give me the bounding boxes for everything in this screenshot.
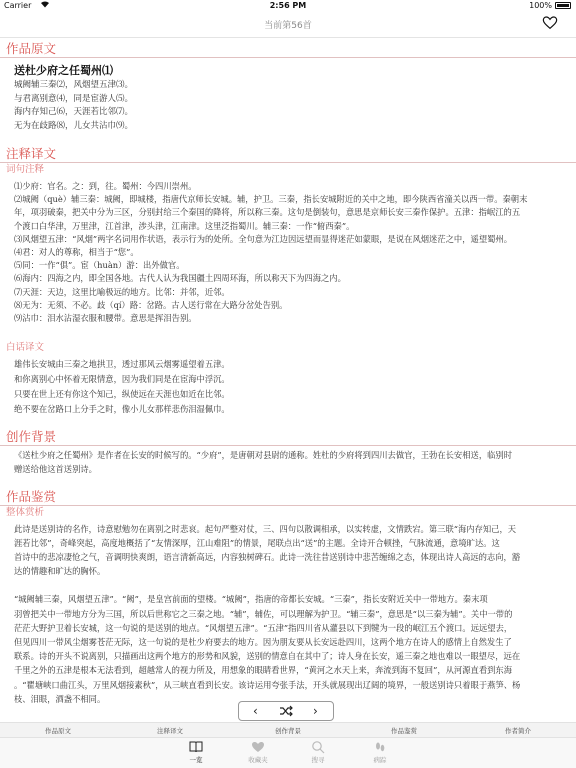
heart-icon[interactable] (542, 15, 558, 31)
status-bar (0, 0, 576, 12)
poem-title: 送杜少府之任蜀州⑴ (14, 64, 113, 77)
subtab-appreciation[interactable]: 作品鉴赏 (391, 727, 417, 735)
poem-line: 与君离别意⑷，同是宦游人⑸。 (14, 93, 134, 104)
tab-favorites[interactable] (233, 740, 283, 764)
book-icon (189, 740, 203, 754)
carrier-label: Carrier (4, 1, 32, 10)
background-line: 赠送给他这首送别诗。 (14, 464, 97, 475)
note-line: ⑸同：一作“俱”。宦（huàn）游：出外做官。 (14, 260, 185, 271)
note-line: ⑵城阙（què）辅三秦：城阙，即城楼，指唐代京师长安城。辅，护卫。三秦，指长安城附近的关中之地，即今陕西省潼关以西一带。秦朝末 (14, 194, 528, 205)
appreciation-line: 达的情趣和旷达的胸怀。 (14, 566, 106, 577)
note-line: ⑶风烟望五津：“风烟”两字名词用作状语，表示行为的处所。全句意为江边因远望而显得迷茫如蒙眼，是说在风烟迷茫之中，遥望蜀州。 (14, 233, 513, 244)
appreciation-line: 千里之外的五津是根本无法看到，超越常人的视力所及，用想象的眼睛看世界，“黄河之水天上来，奔流到海不复回”，从河源直看到东海 (14, 665, 513, 676)
subtab-original[interactable]: 作品原文 (45, 727, 71, 735)
page-title: 当前第56首 (264, 21, 312, 31)
note-line: ⑹海内：四海之内，即全国各地。古代人认为我国疆土四周环海，所以称天下为四海之内。 (14, 273, 346, 284)
tab-bar (0, 738, 576, 768)
appreciation-line: 茫茫大野护卫着长安城，这一句说的是送别的地点。“风烟望五津”。“五津”指四川省从灌县以下到犍为一段的岷江五个渡口。远远望去， (14, 622, 513, 633)
translation-line: 和你离别心中怀着无限情意，因为我们同是在宦海中浮沉。 (14, 374, 230, 385)
subheading-appreciation: 整体赏析 (6, 506, 45, 518)
poem-line: 城阙辅三秦⑵，风烟望五津⑶。 (14, 80, 134, 90)
tab-label: 病踪 (373, 756, 387, 764)
appreciation-line: “城阙辅三秦，风烟望五津”。“阙”，是皇宫前面的望楼。“城阙”，指唐的帝都长安城。“三秦”，指长安附近关中一带地方。秦末项 (14, 594, 488, 605)
note-line: ⑼沾巾：泪水沾湿衣服和腰带。意思是挥泪告别。 (14, 313, 197, 324)
appreciation-line: 但见四川一带风尘烟雾苍茫无际，这一句说的是杜少府要去的地方。因为朋友要从长安远赴四川，这两个地方在诗人的感情上自然发生了 (14, 637, 512, 648)
subheading-notes: 词句注释 (6, 164, 45, 175)
note-line: 年，项羽破秦，把关中分为三区，分别封给三个秦国的降将，所以称三秦。这句是倒装句，意思是京师长安三秦作保护。五津：指岷江的五 (14, 207, 521, 218)
note-line: ⑴少府：官名。之：到，往。蜀州：今四川崇州。 (14, 181, 197, 191)
translation-line: 只要在世上还有你这个知己，纵使远在天涯也如近在比邻。 (14, 389, 230, 400)
tab-label: 收藏夹 (248, 756, 268, 764)
section-heading-appreciation: 作品鉴赏 (6, 488, 57, 504)
tab-label: 搜寻 (311, 756, 325, 764)
subtab-notes[interactable]: 注释译文 (157, 727, 183, 735)
note-line: ⑻无为：无须、不必。歧（qí）路：岔路。古人送行常在大路分岔处告别。 (14, 299, 288, 310)
tab-search[interactable] (293, 740, 343, 764)
appreciation-line: 涯若比邻”，奇峰突起，高度地概括了“友情深厚，江山难阻”的情景，尾联点出“送”的主题。全诗开合顿挫，气脉流通，意境旷达。这 (14, 537, 500, 548)
battery-percent: 100% (529, 1, 552, 10)
tab-history[interactable] (355, 740, 405, 764)
section-jump-bar (0, 722, 576, 738)
poem-line: 海内存知己⑹，天涯若比邻⑺。 (14, 107, 134, 117)
content-area[interactable] (0, 38, 576, 704)
chevron-right-icon[interactable]: › (313, 704, 318, 718)
nav-bar (0, 12, 576, 38)
section-heading-background: 创作背景 (6, 429, 57, 445)
poem-line: 无为在歧路⑻，儿女共沾巾⑼。 (14, 120, 134, 131)
subtab-author[interactable]: 作者简介 (505, 727, 531, 735)
translation-line: 雄伟长安城由三秦之地拱卫，透过那风云烟雾遥望着五津。 (14, 359, 230, 370)
appreciation-line: 。“瞿塘峡口曲江头，万里风烟接素秋”，从三峡直看到长安。该诗运用夸张手法，开头就展现出辽阔的境界，一般送别诗只着眼于燕笋、杨 (14, 679, 521, 690)
status-time: 2:56 PM (269, 1, 307, 10)
subheading-translation: 白话译文 (6, 342, 45, 354)
footprint-icon (373, 740, 387, 754)
battery-icon (555, 2, 571, 9)
search-icon (311, 740, 325, 754)
appreciation-line: 此诗是送别诗的名作，诗意慰勉勿在离别之时悲哀。起句严整对仗，三、四句以散调相承，以实转虚，文情跌宕。第三联“海内存知己，天 (14, 523, 517, 534)
poem-navigation-control (238, 701, 334, 721)
translation-line: 绝不要在岔路口上分手之时，像小儿女那样悲伤泪湿佩巾。 (14, 404, 230, 415)
appreciation-line: 羽曾把关中一带地方分为三国，所以后世称它之三秦之地。“辅”，辅佐，可以理解为护卫。“辅三秦”，意思是“以三秦为辅”。关中一带的 (14, 608, 513, 619)
note-line: 个渡口白华津，万里津，江首津，涉头津，江南津。这里泛指蜀川。辅三秦：一作“俯西秦”。 (14, 220, 355, 231)
tab-browse[interactable] (171, 740, 221, 764)
tab-label: 一览 (189, 756, 203, 764)
background-line: 《送杜少府之任蜀州》是作者在长安的时候写的。“少府”，是唐朝对县尉的通称。姓杜的少府将到四川去做官，王勃在长安相送，临别时 (14, 450, 513, 461)
appreciation-line: 联系。诗的开头不说离别，只描画出这两个地方的形势和风貌，送别的情意自在其中了；诗人身在长安，遥三秦之地也难以一眼望尽，远在 (14, 651, 521, 662)
section-heading-original: 作品原文 (6, 41, 57, 56)
shuffle-icon[interactable] (279, 705, 293, 717)
subtab-background[interactable]: 创作背景 (275, 727, 301, 735)
appreciation-line: 首诗中的悲凉凄怆之气，音调明快爽朗，语言清新高远，内容独树碑石。此诗一洗往昔送别诗中悲苦缠绵之态，体现出诗人高远的志向，豁 (14, 552, 521, 563)
note-line: ⑷君：对人的尊称，相当于“您”。 (14, 247, 139, 258)
chevron-left-icon[interactable]: ‹ (253, 704, 258, 718)
section-heading-notes: 注释译文 (6, 146, 57, 161)
appreciation-line: 枝、泪眼，酒盏不相同。 (14, 693, 106, 704)
note-line: ⑺天涯：天边，这里比喻极远的地方。比邻：并邻，近邻。 (14, 286, 230, 297)
section-divider (0, 57, 576, 58)
heart-icon (251, 740, 265, 754)
